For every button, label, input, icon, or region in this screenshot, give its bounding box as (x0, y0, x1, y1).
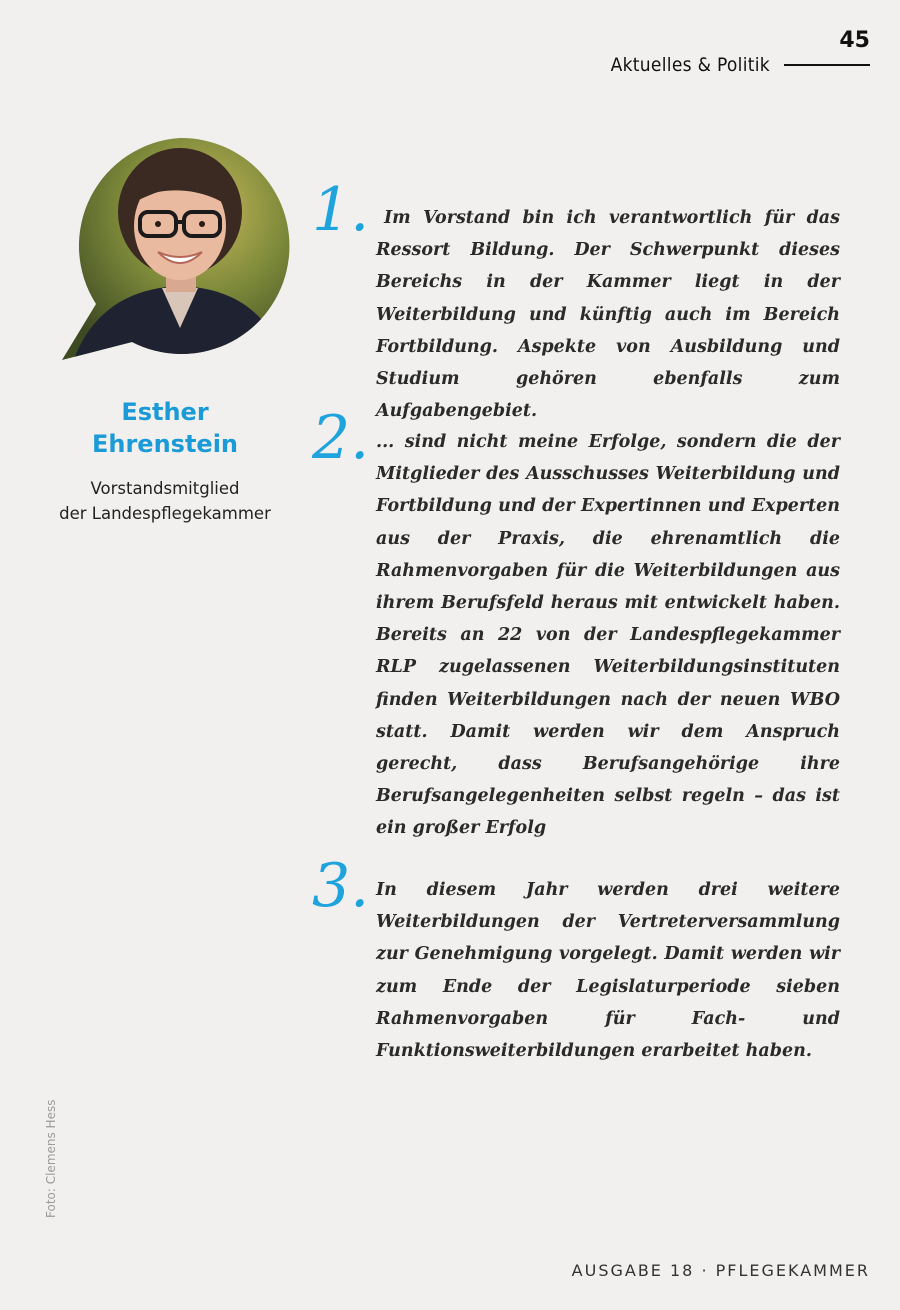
section-rule (784, 64, 870, 66)
answer-number-3: 3. (312, 851, 370, 921)
answer-text-2: ... sind nicht meine Erfolge, sondern die der Mitglieder des Ausschusses Weiterbildung und Fortbildung und der Expertinnen und Experten aus der Praxis, die ehrenamtlich die Rahmenvorgaben für die Weiterbildungen aus ihrem Berufsfeld heraus mit entwickelt haben. Bereits an 22 von der Landespflegekammer RLP zugelassenen Weiterbildungsinstituten finden Weiterbildungen nach der neuen WBO statt. Damit werden wir dem Anspruch gerecht, dass Berufsangehörige ihre Berufsangelegenheiten selbst regeln – das ist ein großer Erfolg (376, 432, 840, 839)
answer-text-1: Im Vorstand bin ich verantwortlich für das Ressort Bildung. Der Schwerpunkt dieses Bereichs in der Kammer liegt in der Weiterbildung und künftig auch im Bereich Fortbildung. Aspekte von Ausbildung und Studium gehören ebenfalls zum Aufgabengebiet. (376, 208, 840, 422)
answer-number-2: 2. (312, 403, 370, 473)
footer-issue: AUSGABE 18 · PFLEGEKAMMER (571, 1261, 870, 1280)
person-last-name: Ehrenstein (91, 430, 239, 458)
section-label: Aktuelles & Politik (610, 54, 770, 76)
person-name (60, 396, 270, 460)
person-role-line2: der Landespflegekammer (59, 504, 271, 523)
portrait-speech-bubble (62, 128, 298, 364)
photo-credit: Foto: Clemens Hess (44, 1099, 58, 1218)
answer-text-3: In diesem Jahr werden drei weitere Weiterbildungen der Vertreterversammlung zur Genehmigung vorgelegt. Damit werden wir zum Ende der Legislaturperiode sieben Rahmenvorgaben für Fach- und Funktionsweiterbildungen erarbeitet haben. (376, 880, 840, 1062)
answer-number-1: 1. (312, 175, 370, 245)
page-number: 45 (839, 28, 870, 53)
person-first-name: Esther (121, 398, 209, 426)
portrait-image (62, 128, 298, 364)
person-role (40, 476, 290, 526)
person-role-line1: Vorstandsmitglied (90, 479, 240, 498)
